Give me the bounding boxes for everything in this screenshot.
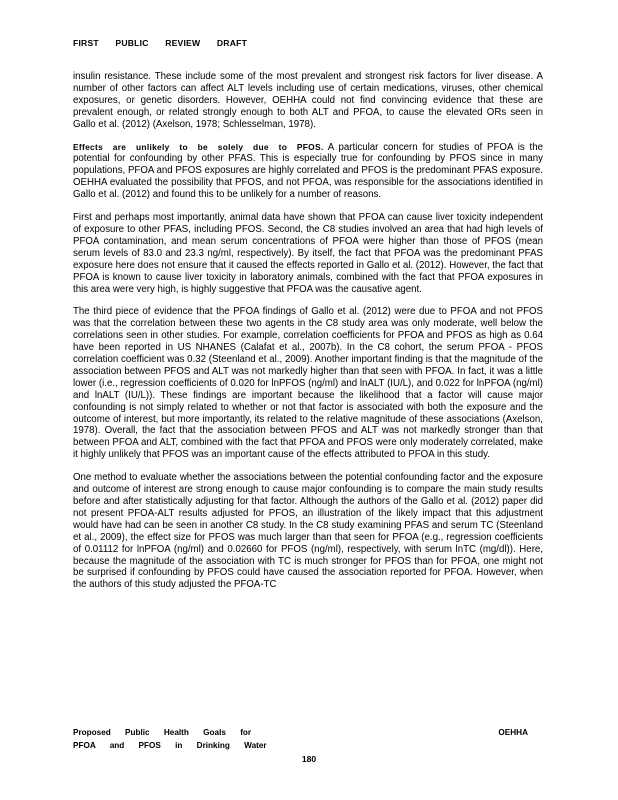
document-body <box>73 71 543 602</box>
paragraph <box>73 71 543 131</box>
footer-title-line: Proposed Public Health Goals for <box>73 728 252 737</box>
header-word: FIRST <box>73 38 99 48</box>
page-number: 180 <box>301 754 317 764</box>
paragraph <box>73 212 543 295</box>
paragraph <box>73 472 543 591</box>
footer-title-line: PFOA and PFOS in Drinking Water <box>73 741 267 750</box>
paragraph <box>73 142 543 202</box>
footer-document-title <box>73 726 333 752</box>
footer-agency: OEHHA <box>498 728 528 737</box>
header-word: PUBLIC <box>115 38 149 48</box>
section-lead-heading: Effects are unlikely to be solely due to PFOS. <box>73 141 324 152</box>
paragraph-text: First and perhaps most importantly, animal data have shown that PFOA can cause liver toxicity independent of exposure to other PFAS, including PFOS. Second, the C8 studies involved an area that had high levels of PFOA contamination, and mean serum concentrations of PFOA were higher than those of PFOS (mean serum levels of 83.0 and 23.3 ng/ml, respectively). By itself, the fact that PFOA was the predominant PFAS exposure here does not ensure that it caused the effects reported in Gallo et al. (2012). However, the fact that PFOA is known to cause liver toxicity in laboratory animals, combined with the fact that PFOA exposures in this area were very high, is highly suggestive that PFOA was the causative agent. <box>73 212 543 295</box>
paragraph-text: A particular concern for studies of PFOA is the potential for confounding by other PFAS. This is especially true for confounding by PFOS since in many populations, PFOA and PFOS exposures are highly correlated and PFOS is the predominant PFAS exposure. OEHHA evaluated the possibility that PFOS, and not PFOA, was responsible for the associations identified in Gallo et al. (2012) and found this to be unlikely for a number of reasons. <box>73 141 543 201</box>
header-word: REVIEW <box>165 38 201 48</box>
draft-header <box>73 38 261 48</box>
paragraph-text: The third piece of evidence that the PFOA findings of Gallo et al. (2012) were due to PFOA and not PFOS was that the correlation between these two agents in the C8 study area was only moderate, well below the correlations seen in other studies. For example, correlation coefficients for PFOA and PFOS as high as 0.64 have been reported in US NHANES (Calafat et al., 2007b). In the C8 cohort, the serum PFOA - PFOS correlation coefficient was 0.32 (Steenland et al., 2009). Another important finding is that the magnitude of the association between PFOS and ALT was not markedly higher than that seen with PFOA. In fact, it was a little lower (i.e., regression coefficients of 0.020 for lnPFOS (ng/ml) and lnALT (IU/L), and 0.022 for lnPFOA (ng/ml) and lnALT (IU/L)). These findings are important because the likelihood that a factor will cause major confounding is not simply related to whether or not that factor is associated with both the exposure and the outcome of interest, but more importantly, its related to the relative magnitude of these associations (Axelson, 1978). Overall, the fact that the association between PFOS and ALT was not markedly stronger than that between PFOA and ALT, combined with the fact that PFOA and PFOS were only moderately correlated, make it highly unlikely that PFOS was an important cause of the effects attributed to PFOA in this study. <box>73 306 543 461</box>
header-word: DRAFT <box>216 38 248 48</box>
paragraph <box>73 306 543 461</box>
paragraph-text: One method to evaluate whether the associations between the potential confounding factor and the exposure and outcome of interest are strong enough to cause major confounding is to compare the main study results before and after statistically adjusting for that factor. Although the authors of the Gallo et al. (2012) paper did not present PFOA-ALT results adjusted for PFOS, an illustration of the likely impact that this adjustment would have had can be seen in another C8 study. In the C8 study examining PFAS and serum TC (Steenland et al., 2009), the effect size for PFOS was much larger than that seen for PFOA (e.g., regression coefficients of 0.01112 for lnPFOA (ng/ml) and 0.02660 for PFOS (ng/ml), respectively, with serum lnTC (mg/dl)). Here, because the magnitude of the association with TC is much stronger for PFOS than for PFOA, one might not be surprised if confounding by PFOS could have caused the association reported for PFOA. However, when the authors of this study adjusted the PFOA-TC <box>73 472 543 591</box>
paragraph-text: insulin resistance. These include some of the most prevalent and strongest risk factors for liver disease. A number of other factors can affect ALT levels including use of certain medications, viruses, other chemical exposures, or genetic disorders. However, OEHHA could not find convincing evidence that these are prevalent enough, or related strongly enough to both ALT and PFOA, to cause the elevated ORs seen in Gallo et al. (2012) (Axelson, 1978; Schlesselman, 1978). <box>73 71 543 130</box>
